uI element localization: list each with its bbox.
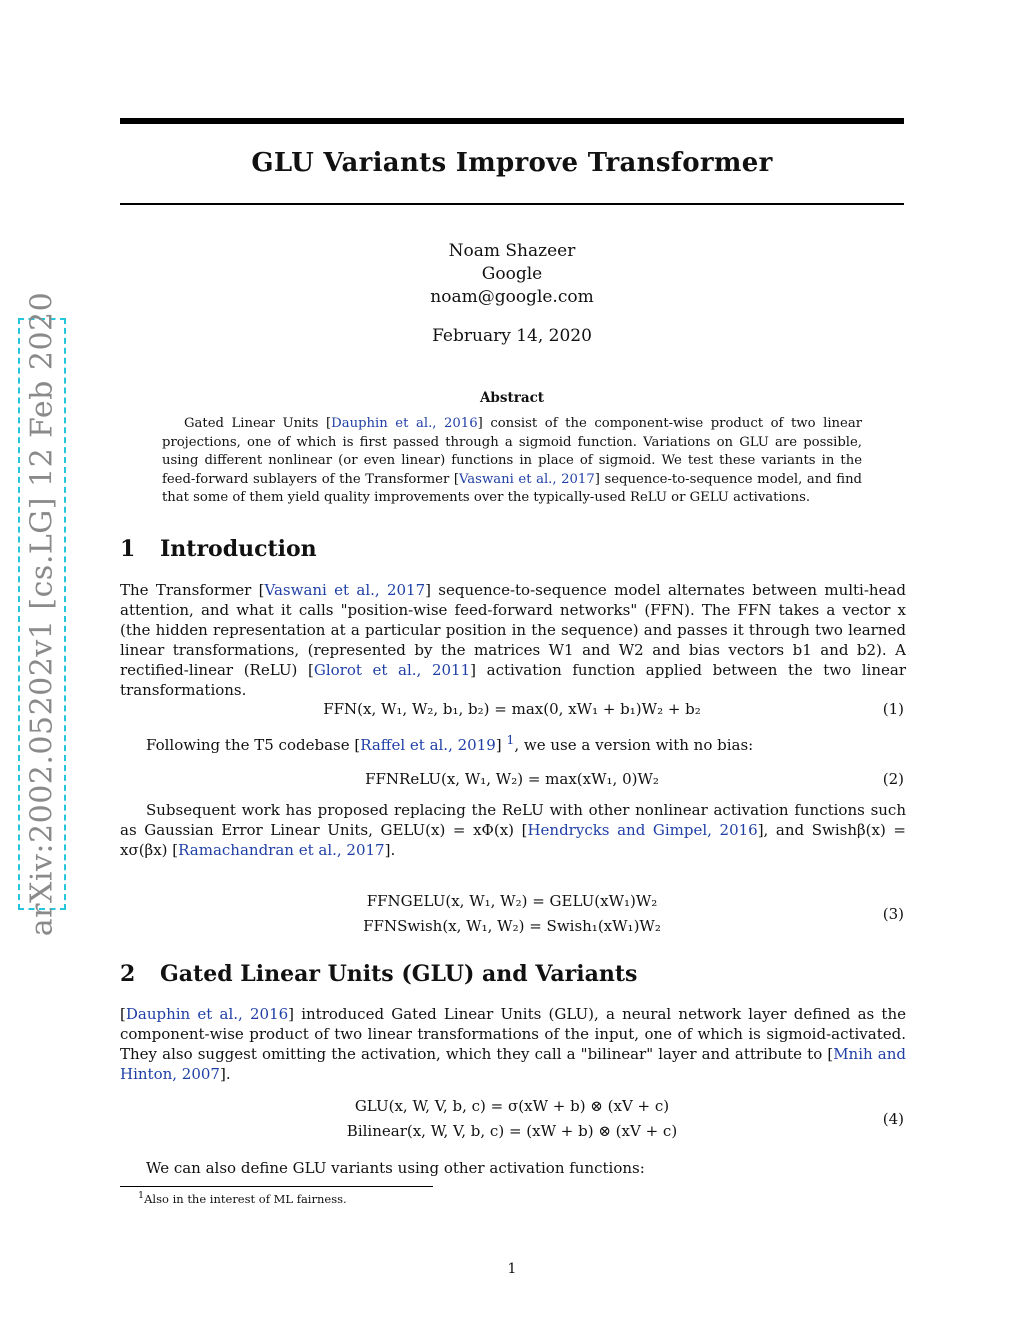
section-heading-glu [120, 961, 637, 987]
citation-link[interactable]: Vaswani et al., 2017 [459, 471, 595, 487]
text-run: ]. [384, 841, 396, 859]
text-run: Subsequent work has proposed replacing the ReLU with other nonlinear activation functions such as Gaussian Error Linear Units, GELU(x) = xΦ(x) [ [120, 801, 906, 839]
abstract-part: Gated Linear Units [ [184, 416, 332, 431]
equation-3a: FFNGELU(x, W₁, W₂) = GELU(xW₁)W₂ [366, 892, 658, 910]
equation-3b: FFNSwish(x, W₁, W₂) = Swish₁(xW₁)W₂ [363, 917, 661, 935]
title-rule-bottom [120, 203, 904, 205]
page-number: 1 [507, 1261, 517, 1277]
text-run: Following the T5 codebase [ [146, 736, 361, 754]
footnote-marker[interactable]: 1 [506, 732, 515, 747]
footnote-mark: 1 [138, 1190, 145, 1201]
author-affiliation: Google [481, 264, 543, 284]
section-heading-introduction [120, 536, 317, 562]
paper-title: GLU Variants Improve Transformer [251, 148, 773, 178]
glu-paragraph-1: [Dauphin et al., 2016] introduced Gated Linear Units (GLU), a neural network layer defined as the component-wise product of two linear transformations of the input, one of which is sigmoid-activated. They also suggest omitting the activation, which they call a "bilinear" layer and attribute to [Mnih and Hinton, 2007]. [120, 1005, 906, 1083]
paper-date: February 14, 2020 [432, 326, 592, 346]
equation-1: FFN(x, W₁, W₂, b₁, b₂) = max(0, xW₁ + b₁)W₂ + b₂ [323, 700, 701, 718]
citation-link[interactable]: Ramachandran et al., 2017 [178, 841, 385, 859]
text-run: The Transformer [ [120, 581, 265, 599]
intro-paragraph-3 [120, 800, 906, 860]
text-run: ]. [219, 1065, 231, 1083]
text-run: ] activation function applied between the two linear transformations. [120, 661, 906, 699]
section-title: Gated Linear Units (GLU) and Variants [160, 961, 638, 987]
citation-link[interactable]: Mnih and Hinton, 2007 [120, 1045, 906, 1083]
footnote-rule [120, 1186, 433, 1187]
equation-2: FFNReLU(x, W₁, W₂) = max(xW₁, 0)W₂ [365, 770, 659, 788]
glu-paragraph-2: We can also define GLU variants using other activation functions: [146, 1159, 645, 1177]
equation-number: (1) [882, 700, 904, 718]
text-run: ] sequence-to-sequence model alternates between multi-head attention, and what it calls "position-wise feed-forward networks" (FFN). The FFN takes a vector x (the hidden representation at a particular position in the sequence) and passes it through two learned linear transformations, (represented by the matrices W1 and W2 and bias vectors b1 and b2). A rectified-linear (ReLU) [ [120, 581, 906, 679]
title-rule-top [120, 118, 904, 124]
abstract-text [162, 415, 862, 508]
citation-link[interactable]: Glorot et al., 2011 [313, 661, 471, 679]
author-email: noam@google.com [430, 287, 594, 307]
equation-number: (2) [882, 770, 904, 788]
arxiv-stamp [18, 291, 66, 937]
text-run: ] [495, 736, 507, 754]
equation-4a: GLU(x, W, V, b, c) = σ(xW + b) ⊗ (xV + c) [354, 1097, 670, 1115]
equation-3 [120, 889, 904, 939]
equation-4b: Bilinear(x, W, V, b, c) = (xW + b) ⊗ (xV + c) [346, 1122, 678, 1140]
intro-paragraph-2 [120, 730, 906, 755]
abstract-part: ] sequence-to-sequence model, and find that some of them yield quality improvements over the typically-used ReLU or GELU activations. [162, 471, 862, 505]
intro-paragraph-1 [120, 580, 906, 700]
citation-link[interactable]: Vaswani et al., 2017 [264, 581, 426, 599]
text-run: ], and Swishβ(x) = xσ(βx) [ [120, 821, 906, 859]
abstract-heading: Abstract [479, 390, 545, 406]
author-block [120, 240, 904, 309]
footnote-text: Also in the interest of ML fairness. [144, 1191, 347, 1206]
equation-number: (4) [882, 1110, 904, 1128]
section-title: Introduction [160, 536, 317, 562]
equation-number: (3) [882, 905, 904, 923]
equation-4 [120, 1094, 904, 1144]
citation-link[interactable]: Dauphin et al., 2016 [125, 1005, 289, 1023]
citation-link[interactable]: Hendrycks and Gimpel, 2016 [527, 821, 758, 839]
citation-link[interactable]: Dauphin et al., 2016 [331, 416, 478, 431]
footnote [138, 1190, 347, 1206]
citation-link[interactable]: Raffel et al., 2019 [360, 736, 496, 754]
text-run: , we use a version with no bias: [514, 736, 754, 754]
section-number: 1 [120, 536, 136, 562]
section-number: 2 [120, 961, 136, 987]
abstract-part: ] consist of the component-wise product of two linear projections, one of which is first passed through a sigmoid function. Variations on GLU are possible, using different nonlinear (or even linear) functions in place of sigmoid. We test these variants in the feed-forward sublayers of the Transformer [ [162, 416, 863, 487]
text-run: ] introduced Gated Linear Units (GLU), a neural network layer defined as the component-wise product of two linear transformations of the input, one of which is sigmoid-activated. They also suggest omitting the activation, which they call a "bilinear" layer and attribute to [ [120, 1005, 906, 1063]
arxiv-stamp-text: arXiv:2002.05202v1 [cs.LG] 12 Feb 2020 [24, 291, 60, 937]
author-name: Noam Shazeer [448, 241, 576, 261]
